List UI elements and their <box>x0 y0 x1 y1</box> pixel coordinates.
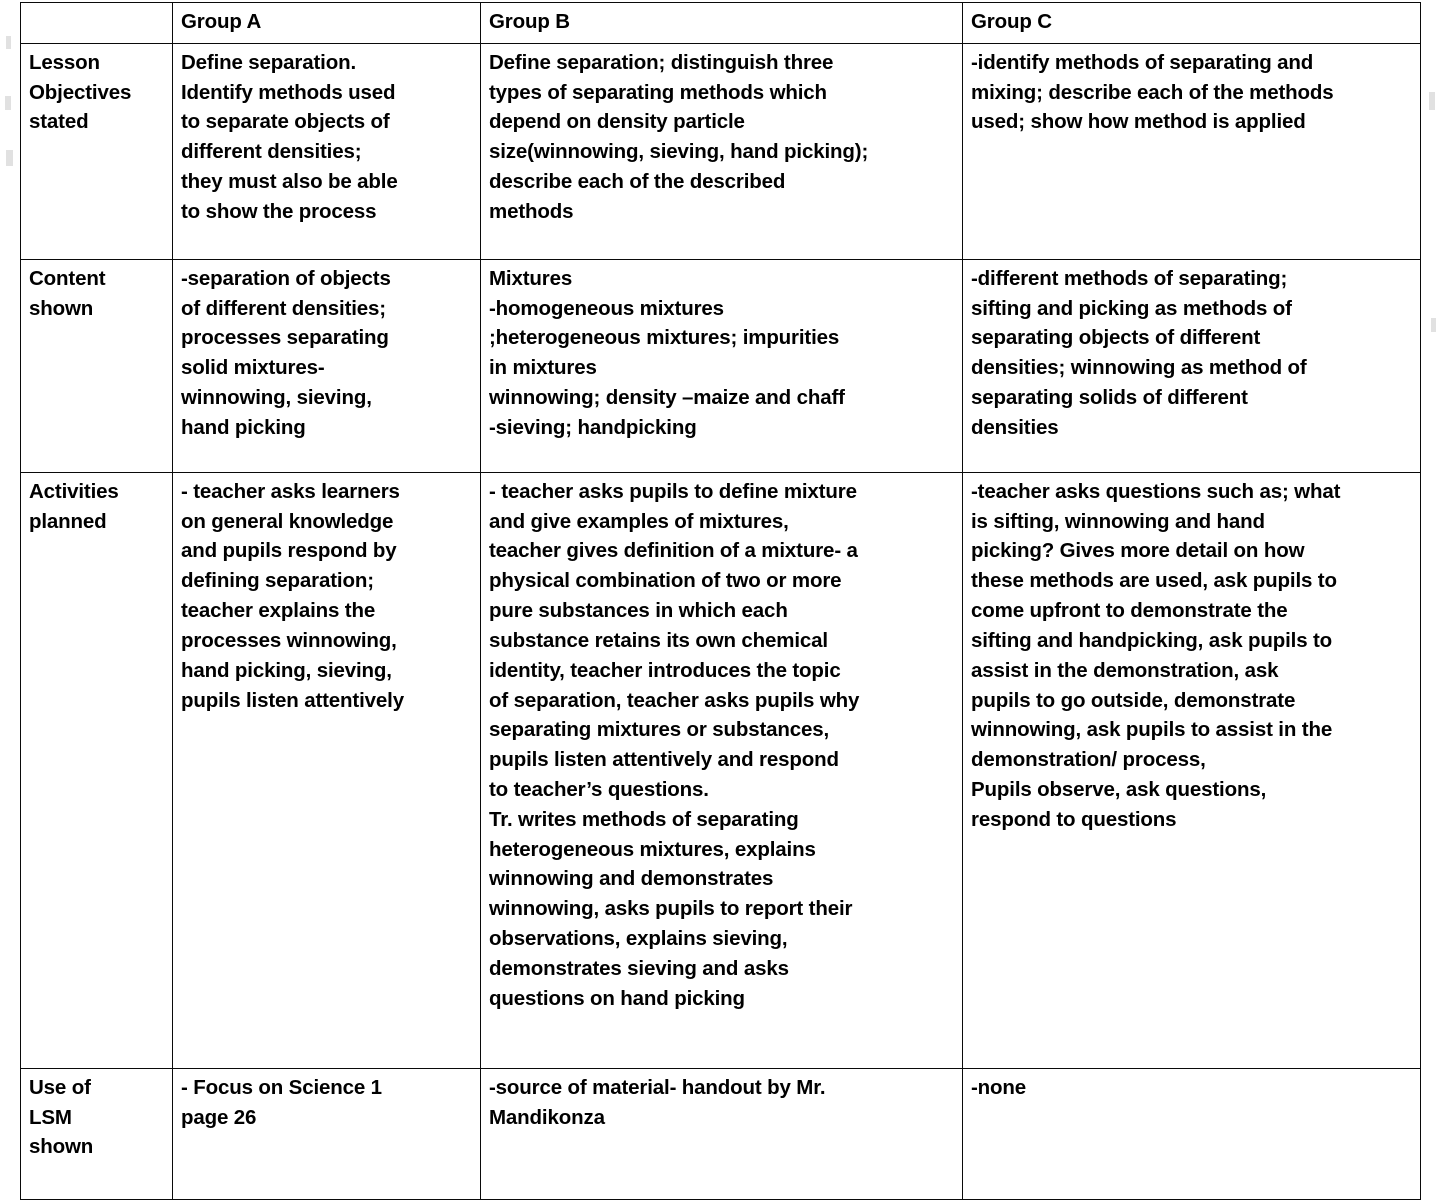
row-label-lines: Activities planned <box>29 479 119 533</box>
row-label-content-shown <box>21 259 173 472</box>
cell-content-group-a <box>173 259 481 472</box>
column-header-group-a: Group A <box>173 3 481 44</box>
cell-objectives-group-c <box>963 43 1421 259</box>
table-header <box>21 3 1421 44</box>
scan-speckle <box>6 150 13 166</box>
table-row <box>21 259 1421 472</box>
cell-lsm-group-c <box>963 1068 1421 1199</box>
row-label-use-of-lsm-shown <box>21 1068 173 1199</box>
cell-lines: -none <box>971 1075 1027 1099</box>
cell-lines: - teacher asks pupils to define mixture and give examples of mixtures, teacher gives definition of a mixture- a physical combination of two or more pure substances in which each substance retains its own chemical identity, teacher introduces the topic of separation, teacher asks pupils why separating mixtures or substances, pupils listen attentively and respond to teacher’s questions. Tr. writes methods of separating heterogeneous mixtures, explains winnowing and demonstrates winnowing, asks pupils to report their observations, explains sieving, demonstrates sieving and asks questions on hand picking <box>489 479 860 1010</box>
cell-lines: -teacher asks questions such as; what is sifting, winnowing and hand picking? Gives more detail on how these methods are used, ask pupils to come upfront to demonstrate the sifting and handpicking, ask pupils to assist in the demonstration, ask pupils to go outside, demonstrate winnowing, ask pupils to assist in the demonstration/ process, Pupils observe, ask questions, respond to questions <box>971 479 1341 831</box>
cell-lsm-group-a <box>173 1068 481 1199</box>
cell-lsm-group-b <box>481 1068 963 1199</box>
cell-lines: - Focus on Science 1 page 26 <box>181 1075 382 1129</box>
scan-speckle <box>6 36 11 49</box>
cell-lines: Define separation; distinguish three types of separating methods which depend on density particle size(winnowing, sieving, hand picking); describe each of the described methods <box>489 50 869 223</box>
column-header-blank <box>21 3 173 44</box>
table-row <box>21 1068 1421 1199</box>
lesson-comparison-table <box>20 2 1421 1200</box>
row-label-activities-planned <box>21 472 173 1068</box>
cell-activities-group-a <box>173 472 481 1068</box>
scan-speckle <box>5 96 11 110</box>
cell-objectives-group-a <box>173 43 481 259</box>
scan-speckle <box>1429 92 1435 110</box>
row-label-lines: Content shown <box>29 266 106 320</box>
table-body <box>21 43 1421 1199</box>
cell-lines: Mixtures -homogeneous mixtures ;heterogeneous mixtures; impurities in mixtures winnowing; density –maize and chaff -sieving; handpicking <box>489 266 845 439</box>
column-header-group-b: Group B <box>481 3 963 44</box>
table-header-row <box>21 3 1421 44</box>
cell-lines: - teacher asks learners on general knowledge and pupils respond by defining separation; teacher explains the processes winnowing, hand picking, sieving, pupils listen attentively <box>181 479 404 712</box>
cell-lines: Define separation. Identify methods used to separate objects of different densities; they must also be able to show the process <box>181 50 398 223</box>
scan-speckle <box>1431 318 1436 332</box>
table-row <box>21 43 1421 259</box>
table-row <box>21 472 1421 1068</box>
cell-lines: -identify methods of separating and mixing; describe each of the methods used; show how method is applied <box>971 50 1334 134</box>
cell-lines: -separation of objects of different densities; processes separating solid mixtures- winnowing, sieving, hand picking <box>181 266 391 439</box>
cell-objectives-group-b <box>481 43 963 259</box>
row-label-lines: Use of LSM shown <box>29 1075 94 1159</box>
cell-content-group-c <box>963 259 1421 472</box>
row-label-lines: Lesson Objectives stated <box>29 50 132 134</box>
cell-lines: -different methods of separating; sifting and picking as methods of separating objects of different densities; winnowing as method of separating solids of different densities <box>971 266 1307 439</box>
cell-activities-group-c <box>963 472 1421 1068</box>
column-header-group-c: Group C <box>963 3 1421 44</box>
cell-content-group-b <box>481 259 963 472</box>
row-label-lesson-objectives <box>21 43 173 259</box>
cell-lines: -source of material- handout by Mr. Mandikonza <box>489 1075 826 1129</box>
cell-activities-group-b <box>481 472 963 1068</box>
